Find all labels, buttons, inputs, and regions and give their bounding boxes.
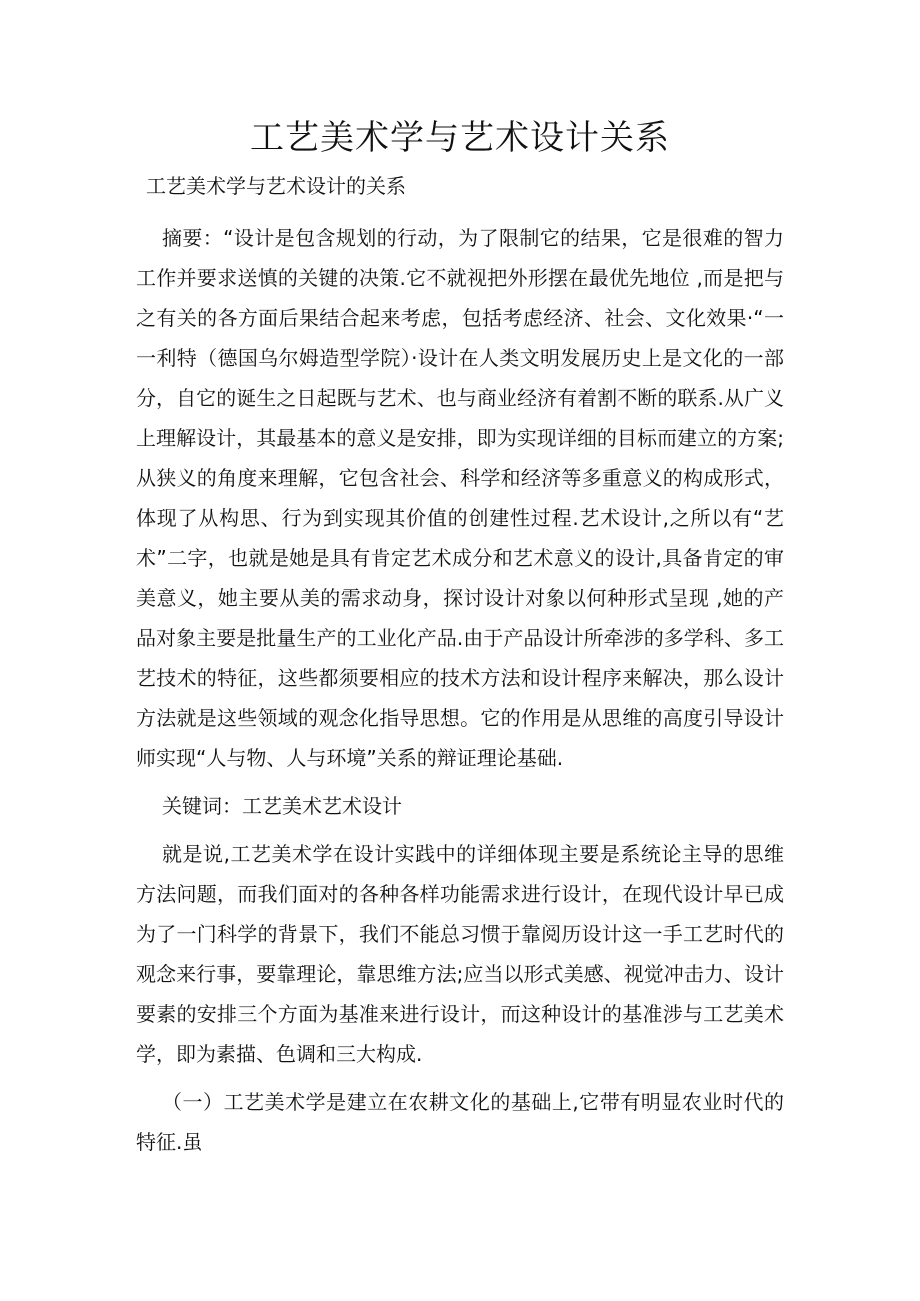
body-paragraph-1: 就是说,工艺美术学在设计实践中的详细体现主要是系统论主导的思维方法问题，而我们面对的各种各样功能需求进行设计，在现代设计早已成为了一门科学的背景下，我们不能总习惯于靠阅历设计这一手工艺时代的观念来行事，要靠理论，靠思维方法;应当以形式美感、视觉冲击力、设计要素的安排三个方面为基准来进行设计，而这种设计的基准涉与工艺美术学，即为素描、色调和三大构成. (136, 842, 784, 1066)
document-subtitle: 工艺美术学与艺术设计的关系 (146, 174, 406, 198)
abstract-paragraph: 摘要：“设计是包含规划的行动，为了限制它的结果，它是很难的智力工作并要求送慎的关键的决策.它不就视把外形摆在最优先地位 ,而是把与之有关的各方面后果结合起来考虑，包括考虑经济、社会、文化效果·“一一利特（德国乌尔姆造型学院）·设计在人类文明发展历史上是文化的一部分，自它的诞生之日起既与艺术、也与商业经济有着割不断的联系.从广义上理解设计，其最基本的意义是安排，即为实现详细的目标而建立的方案;从狭义的角度来理解，它包含社会、科学和经济等多重意义的构成形式，体现了从构思、行为到实现其价值的创建性过程.艺术设计,之所以有“艺术”二字，也就是她是具有肯定艺术成分和艺术意义的设计,具备肯定的审美意义，她主要从美的需求动身，探讨设计对象以何种形式呈现 ,她的产品对象主要是批量生产的工业化产品.由于产品设计所牵涉的多学科、多工艺技术的特征，这些都须要相应的技术方法和设计程序来解决，那么设计方法就是这些领域的观念化指导思想。它的作用是从思维的高度引导设计师实现“人与物、人与环境”关系的辩证理论基础. (136, 226, 784, 770)
keywords-line: 关键词：工艺美术艺术设计 (162, 794, 402, 818)
document-title: 工艺美术学与艺术设计关系 (250, 118, 670, 158)
body-paragraph-2: （一）工艺美术学是建立在农耕文化的基础上,它带有明显农业时代的特征.虽 (136, 1090, 784, 1154)
